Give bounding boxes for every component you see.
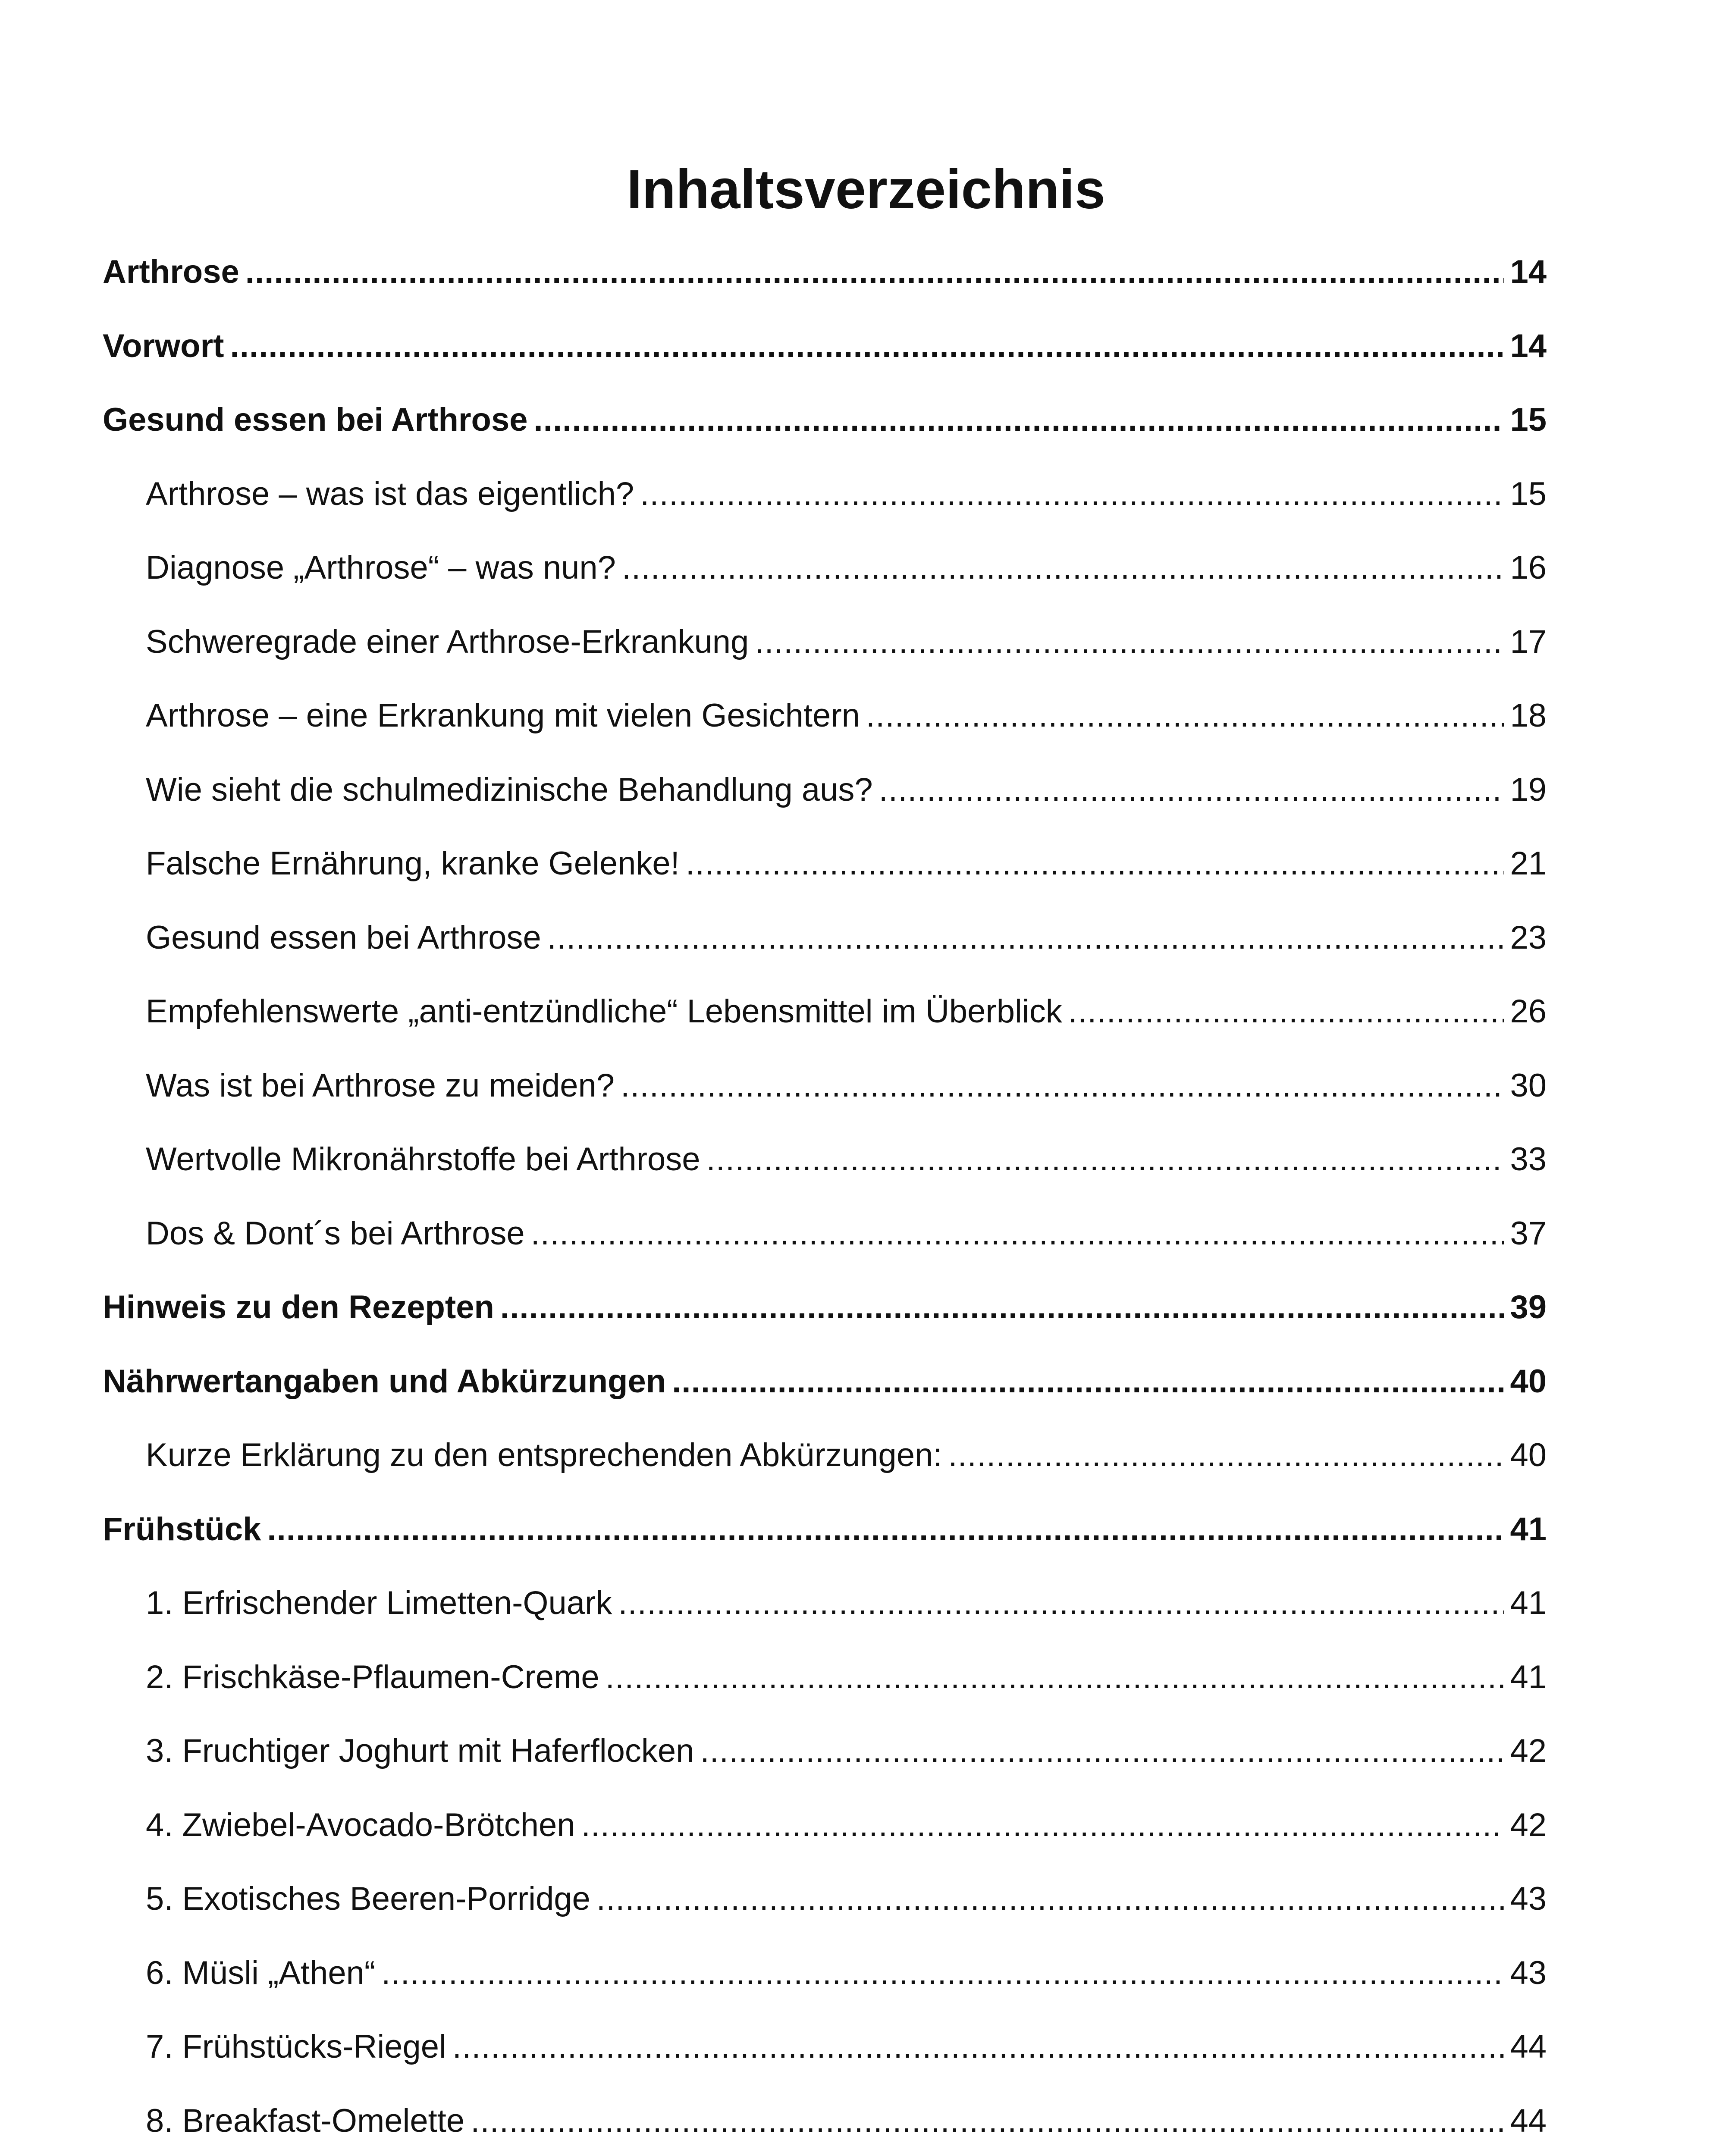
toc-dot-leader: [531, 1206, 1504, 1262]
toc-entry-title: 5. Exotisches Beeren-Porridge: [146, 1880, 590, 1917]
toc-entry-title: 6. Müsli „Athen“: [146, 1954, 376, 1991]
toc-entry-page-number: 42: [1510, 1806, 1547, 1843]
toc-entry-page-number: 37: [1510, 1215, 1547, 1252]
toc-entry-page-number: 41: [1510, 1585, 1547, 1621]
toc-entry-page-number: 44: [1510, 2102, 1547, 2139]
toc-entry-page-number: 42: [1510, 1733, 1547, 1769]
toc-entry-page-number: 18: [1510, 697, 1547, 734]
toc-entry-title: Arthrose – eine Erkrankung mit vielen Gesichtern: [146, 697, 860, 734]
toc-entry[interactable]: [146, 1945, 1547, 2001]
toc-entry[interactable]: [146, 910, 1547, 966]
toc-entry-page-number: 30: [1510, 1067, 1547, 1104]
toc-entry-page-number: 41: [1510, 1510, 1547, 1548]
toc-dot-leader: [581, 1797, 1504, 1853]
toc-dot-leader: [948, 1427, 1504, 1483]
toc-dot-leader: [471, 2093, 1504, 2149]
toc-title: Inhaltsverzeichnis: [627, 159, 1105, 220]
toc-dot-leader: [686, 836, 1504, 892]
toc-dot-leader: [755, 614, 1504, 670]
toc-entry[interactable]: [146, 688, 1547, 744]
toc-entry-page-number: 23: [1510, 919, 1547, 956]
toc-entry-title: Schweregrade einer Arthrose-Erkrankung: [146, 623, 749, 660]
toc-entry[interactable]: [146, 1058, 1547, 1114]
toc-dot-leader: [706, 1131, 1504, 1188]
toc-entry[interactable]: [146, 466, 1547, 522]
toc-entry[interactable]: [146, 2019, 1547, 2075]
toc-entry-title: Falsche Ernährung, kranke Gelenke!: [146, 845, 680, 882]
toc-entry-title: Wie sieht die schulmedizinische Behandlung aus?: [146, 771, 873, 808]
toc-entry-title: Hinweis zu den Rezepten: [103, 1289, 494, 1326]
toc-entry-title: Diagnose „Arthrose“ – was nun?: [146, 549, 616, 586]
toc-entry-page-number: 16: [1510, 549, 1547, 586]
toc-entry[interactable]: [146, 1131, 1547, 1188]
toc-dot-leader: [230, 318, 1504, 374]
toc-entry-title: Wertvolle Mikronährstoffe bei Arthrose: [146, 1141, 700, 1178]
toc-dot-leader: [381, 1945, 1504, 2001]
toc-entry-title: 4. Zwiebel-Avocado-Brötchen: [146, 1806, 575, 1843]
toc-entry-page-number: 15: [1510, 401, 1547, 438]
toc-entry[interactable]: [103, 392, 1547, 448]
toc-entry[interactable]: [146, 614, 1547, 670]
toc-dot-leader: [1068, 984, 1504, 1040]
toc-entry[interactable]: [146, 2093, 1547, 2149]
toc-dot-leader: [866, 688, 1504, 744]
toc-entry[interactable]: [103, 1354, 1547, 1410]
toc-dot-leader: [500, 1279, 1504, 1335]
toc-entry-title: Empfehlenswerte „anti-entzündliche“ Lebensmittel im Überblick: [146, 993, 1062, 1030]
toc-entry-page-number: 17: [1510, 623, 1547, 660]
toc-entry-title: Dos & Dont´s bei Arthrose: [146, 1215, 525, 1252]
toc-dot-leader: [622, 540, 1504, 596]
toc-entry-page-number: 43: [1510, 1954, 1547, 1991]
toc-entry-title: 1. Erfrischender Limetten-Quark: [146, 1585, 612, 1621]
toc-entry-page-number: 40: [1510, 1437, 1547, 1473]
toc-entry[interactable]: [103, 318, 1547, 374]
toc-dot-leader: [621, 1058, 1504, 1114]
toc-dot-leader: [640, 466, 1504, 522]
toc-entry[interactable]: [146, 1206, 1547, 1262]
toc-dot-leader: [672, 1354, 1504, 1410]
toc-entry[interactable]: [146, 540, 1547, 596]
toc-entry[interactable]: [103, 1501, 1547, 1557]
toc-dot-leader: [547, 910, 1504, 966]
toc-entry-page-number: 15: [1510, 475, 1547, 512]
toc-dot-leader: [245, 244, 1504, 300]
toc-entry[interactable]: [146, 984, 1547, 1040]
toc-entry[interactable]: [146, 1797, 1547, 1853]
toc-dot-leader: [618, 1575, 1504, 1631]
toc-dot-leader: [879, 762, 1504, 818]
toc-entry[interactable]: [146, 1575, 1547, 1631]
toc-entry-page-number: 41: [1510, 1658, 1547, 1695]
toc-entry-title: 7. Frühstücks-Riegel: [146, 2028, 446, 2065]
toc-entry-title: Kurze Erklärung zu den entsprechenden Abkürzungen:: [146, 1437, 942, 1473]
toc-dot-leader: [700, 1723, 1504, 1779]
toc-entry-title: Gesund essen bei Arthrose: [146, 919, 541, 956]
toc-entry-page-number: 26: [1510, 993, 1547, 1030]
toc-entry[interactable]: [146, 1871, 1547, 1927]
toc-entry-title: 2. Frischkäse-Pflaumen-Creme: [146, 1658, 599, 1695]
toc-entry-page-number: 14: [1510, 254, 1547, 290]
toc-entry-page-number: 19: [1510, 771, 1547, 808]
toc-entry[interactable]: [146, 1723, 1547, 1779]
toc-entry-title: Nährwertangaben und Abkürzungen: [103, 1363, 666, 1400]
toc-entry-title: Frühstück: [103, 1510, 261, 1548]
toc-entry-page-number: 39: [1510, 1289, 1547, 1326]
toc-entry-title: 8. Breakfast-Omelette: [146, 2102, 465, 2139]
toc-entry-title: Was ist bei Arthrose zu meiden?: [146, 1067, 615, 1104]
toc-entry[interactable]: [146, 1649, 1547, 1705]
toc-entry[interactable]: [103, 244, 1547, 300]
toc-entry[interactable]: [146, 836, 1547, 892]
toc-entry[interactable]: [146, 1427, 1547, 1483]
toc-entry-page-number: 44: [1510, 2028, 1547, 2065]
toc-dot-leader: [452, 2019, 1504, 2075]
toc-entry-page-number: 33: [1510, 1141, 1547, 1178]
toc-dot-leader: [606, 1649, 1504, 1705]
toc-entry[interactable]: [146, 762, 1547, 818]
toc-entry-title: Vorwort: [103, 327, 224, 364]
toc-entry-title: Gesund essen bei Arthrose: [103, 401, 528, 438]
toc-entry-page-number: 21: [1510, 845, 1547, 882]
toc-entry-page-number: 14: [1510, 327, 1547, 364]
toc-entry[interactable]: [103, 1279, 1547, 1335]
toc-dot-leader: [267, 1501, 1504, 1557]
toc-entry-title: Arthrose – was ist das eigentlich?: [146, 475, 634, 512]
toc-dot-leader: [596, 1871, 1504, 1927]
toc-dot-leader: [533, 392, 1504, 448]
toc-entry-title: 3. Fruchtiger Joghurt mit Haferflocken: [146, 1733, 694, 1769]
toc-entry-page-number: 43: [1510, 1880, 1547, 1917]
toc-entry-title: Arthrose: [103, 254, 239, 290]
toc-entry-page-number: 40: [1510, 1363, 1547, 1400]
